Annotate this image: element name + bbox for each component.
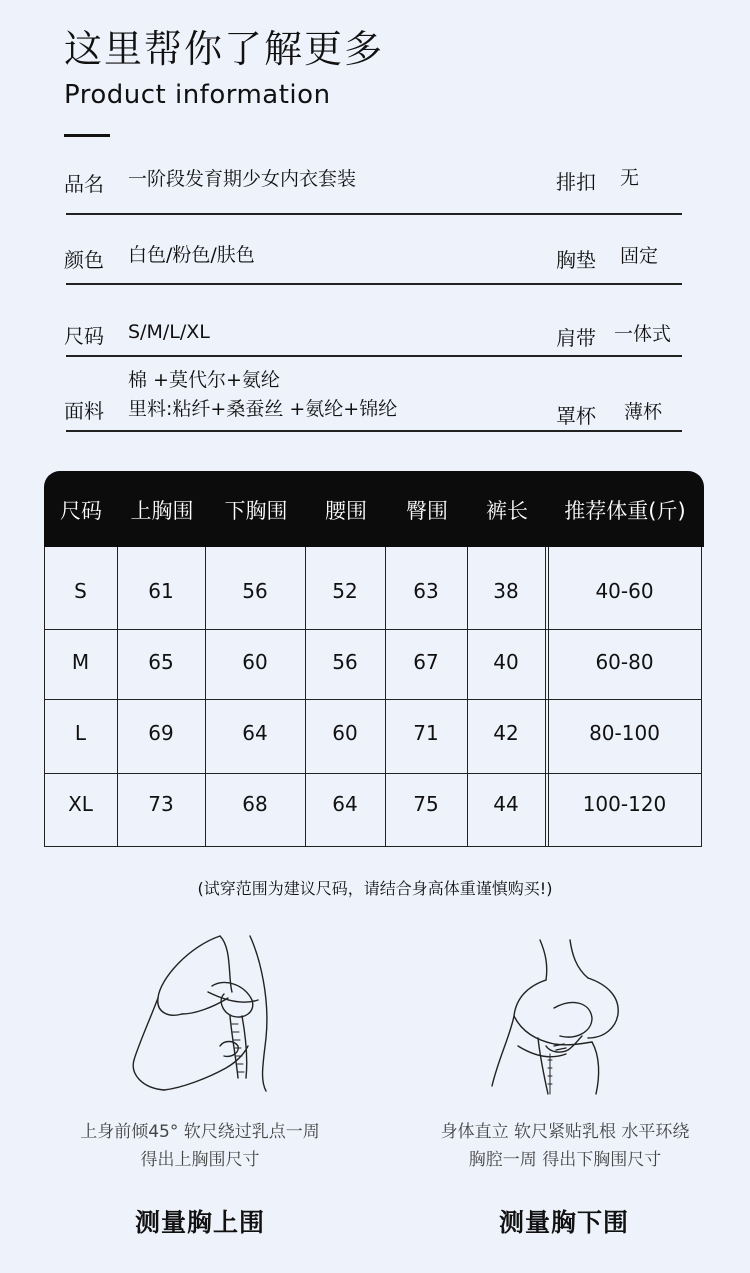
title-underline xyxy=(64,134,110,137)
fabric-label: 面料 xyxy=(64,399,104,423)
table-cell: 60-80 xyxy=(595,650,654,674)
cup-value: 薄杯 xyxy=(624,401,663,423)
header-cell: 上胸围 xyxy=(130,499,194,523)
product-info xyxy=(64,160,682,440)
name-label: 品名 xyxy=(64,172,104,196)
strap-value: 一体式 xyxy=(614,323,672,345)
header-cell: 尺码 xyxy=(60,499,102,523)
page-subtitle: Product information xyxy=(64,80,331,110)
grid-line xyxy=(44,846,702,847)
header-cell: 臀围 xyxy=(406,499,448,523)
table-cell: 65 xyxy=(148,650,174,674)
under-bust-illustration xyxy=(488,936,638,1096)
header-cell: 推荐体重(斤) xyxy=(564,499,686,523)
table-cell: 60 xyxy=(242,650,268,674)
table-cell: XL xyxy=(68,792,93,816)
table-cell: 42 xyxy=(493,721,519,745)
clasp-label: 排扣 xyxy=(556,170,596,194)
table-cell: 100-120 xyxy=(582,792,667,816)
table-cell: 71 xyxy=(413,721,439,745)
color-value: 白色/粉色/肤色 xyxy=(128,244,255,266)
size-note: (试穿范围为建议尺码，请结合身高体重谨慎购买!) xyxy=(197,879,553,898)
fabric-value-1: 棉 +莫代尔+氨纶 xyxy=(128,369,280,391)
table-cell: 67 xyxy=(413,650,439,674)
lower-caption xyxy=(400,1118,730,1174)
grid-line xyxy=(44,629,702,630)
table-cell: 40-60 xyxy=(595,579,654,603)
divider xyxy=(66,355,682,357)
header-cell: 下胸围 xyxy=(224,499,288,523)
table-cell: L xyxy=(74,721,87,745)
grid-line xyxy=(44,699,702,700)
name-value: 一阶段发育期少女内衣套装 xyxy=(128,168,357,190)
table-cell: S xyxy=(74,579,87,603)
table-cell: 69 xyxy=(148,721,174,745)
lower-caption-line2: 胸腔一周 得出下胸围尺寸 xyxy=(468,1150,662,1170)
cup-label: 罩杯 xyxy=(556,404,596,428)
table-cell: M xyxy=(71,650,90,674)
pad-value: 固定 xyxy=(620,245,659,267)
lower-caption-line1: 身体直立 软尺紧贴乳根 水平环绕 xyxy=(440,1122,690,1142)
table-cell: 60 xyxy=(332,721,358,745)
table-cell: 64 xyxy=(242,721,268,745)
upper-bust-heading: 测量胸上围 xyxy=(134,1208,265,1237)
upper-caption-line2: 得出上胸围尺寸 xyxy=(140,1150,260,1170)
table-cell: 63 xyxy=(413,579,439,603)
table-cell: 44 xyxy=(493,792,519,816)
table-cell: 52 xyxy=(332,579,358,603)
divider xyxy=(66,283,682,285)
table-cell: 80-100 xyxy=(589,721,660,745)
table-cell: 56 xyxy=(332,650,358,674)
table-cell: 68 xyxy=(242,792,268,816)
header-cell: 腰围 xyxy=(325,499,367,523)
upper-bust-illustration xyxy=(120,928,280,1093)
size-value: S/M/L/XL xyxy=(128,321,210,343)
table-cell: 64 xyxy=(332,792,358,816)
grid-line xyxy=(545,547,546,847)
table-cell: 61 xyxy=(148,579,174,603)
color-label: 颜色 xyxy=(64,248,104,272)
clasp-value: 无 xyxy=(620,167,640,189)
table-cell: 38 xyxy=(493,579,519,603)
fabric-value-2: 里料:粘纤+桑蚕丝 +氨纶+锦纶 xyxy=(128,398,398,420)
divider xyxy=(66,430,682,432)
upper-caption xyxy=(30,1118,370,1174)
pad-label: 胸垫 xyxy=(556,248,596,272)
upper-caption-line1: 上身前倾45° 软尺绕过乳点一周 xyxy=(80,1122,320,1142)
grid-line xyxy=(44,773,702,774)
table-cell: 56 xyxy=(242,579,268,603)
table-cell: 75 xyxy=(413,792,439,816)
size-table-header xyxy=(44,471,704,547)
grid-line xyxy=(701,547,702,847)
header-cell: 裤长 xyxy=(486,499,528,523)
under-bust-heading: 测量胸下围 xyxy=(498,1208,629,1237)
table-cell: 40 xyxy=(493,650,519,674)
table-cell: 73 xyxy=(148,792,174,816)
divider xyxy=(66,213,682,215)
size-label: 尺码 xyxy=(64,324,104,348)
page-title: 这里帮你了解更多 xyxy=(64,27,385,71)
strap-label: 肩带 xyxy=(556,326,596,350)
size-table-body xyxy=(44,547,702,847)
